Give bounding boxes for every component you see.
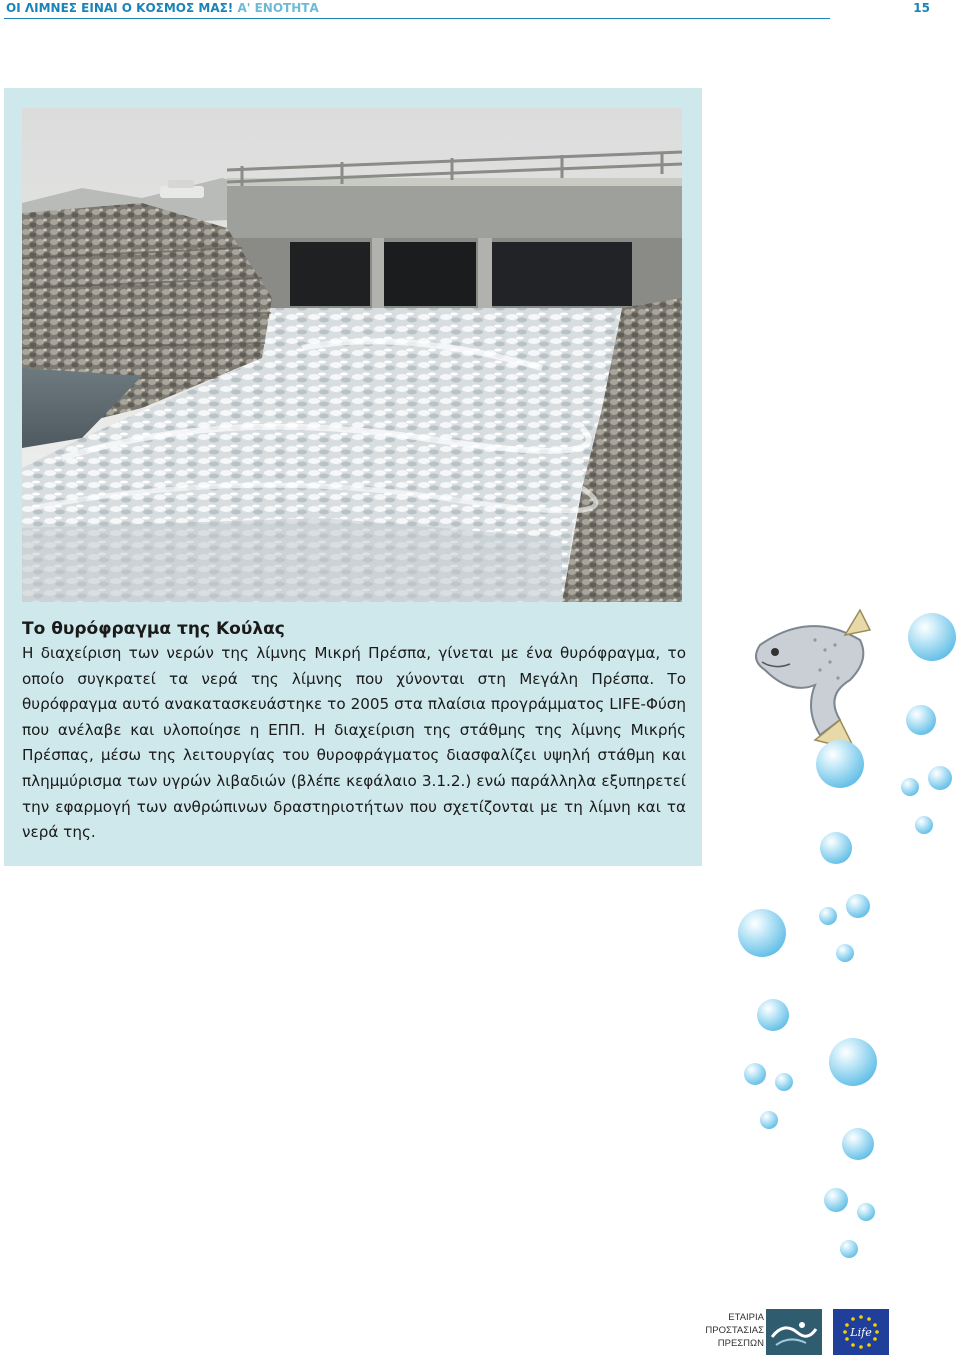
unit-label: Α' ΕΝΟΤΗΤΑ <box>237 1 319 15</box>
footer-logos <box>700 1305 900 1357</box>
spp-logo-icon <box>766 1309 822 1355</box>
page-header <box>4 0 930 18</box>
caption-body: Η διαχείριση των νερών της λίμνης Μικρή Πρέσπα, γίνεται με ένα θυρόφραγμα, το οποίο συγκρατεί τα νερά της λίμνης που χύνονται στη Μεγάλη Πρέσπα. Το θυρόφραγμα αυτό ανακατασκευάστηκε το 2005 στα πλαίσια προγράμματος LIFE-Φύση που ανέλαβε και υλοποίησε η ΕΠΠ. Η διαχείριση της στάθμης της λίμνης Μικρής Πρέσπας, μέσω της λειτουργίας του θυροφράγματος διασφαλίζει υψηλή στάθμη και πλημμύρισμα των υγρών λιβαδιών (βλέπε κεφάλαιο 3.1.2.) ενώ παράλληλα εξυπηρετεί την εφαρμογή των ανθρώπινων δραστηριοτήτων που σχετίζονται με τη λίμνη και τα νερά της. <box>22 644 686 842</box>
figure-caption <box>22 617 686 846</box>
caption-title: Το θυρόφραγμα της Κούλας <box>22 619 285 639</box>
fish-icon <box>756 610 870 750</box>
section-title-text: ΟΙ ΛΙΜΝΕΣ ΕΙΝΑΙ Ο ΚΟΣΜΟΣ ΜΑΣ! <box>6 1 234 15</box>
life-logo-text: Life <box>850 1326 872 1339</box>
org-name-line3: ΠΡΕΣΠΩΝ <box>717 1338 764 1349</box>
org-name-line2: ΠΡΟΣΤΑΣΙΑΣ <box>705 1325 764 1336</box>
bubble-icons <box>738 613 956 1258</box>
org-name <box>700 1311 764 1350</box>
life-logo-icon <box>833 1309 889 1355</box>
dam-photo <box>22 108 682 602</box>
org-name-line1: ΕΤΑΙΡΙΑ <box>728 1312 764 1323</box>
header-divider <box>4 18 830 19</box>
section-title <box>6 1 319 15</box>
decorative-artwork <box>720 600 960 1280</box>
page-number: 15 <box>913 1 930 15</box>
